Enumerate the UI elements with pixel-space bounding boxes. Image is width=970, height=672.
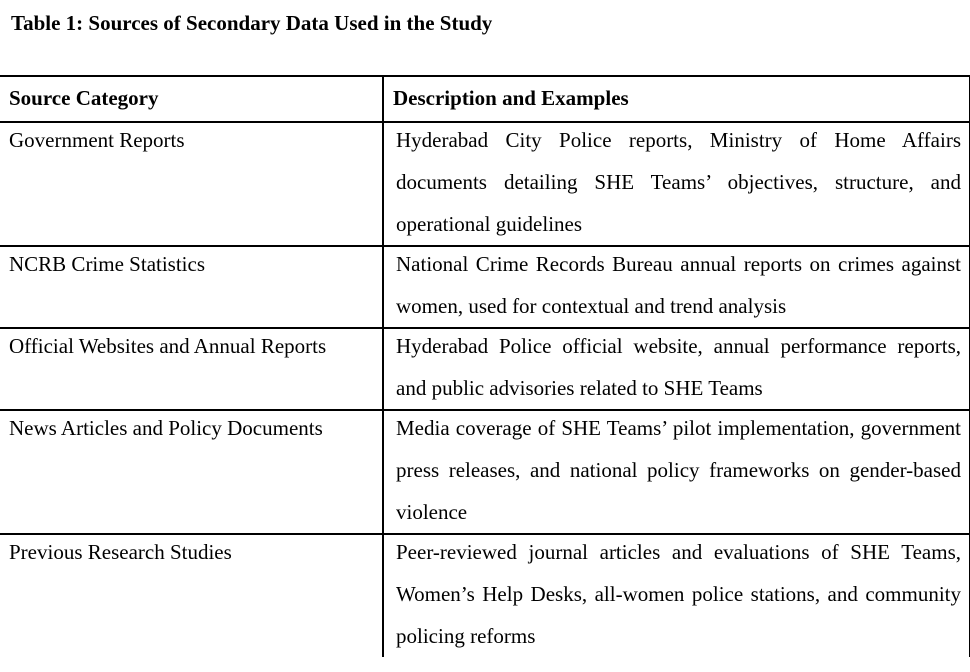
cell-category: News Articles and Policy Documents: [0, 410, 383, 534]
cell-description: National Crime Records Bureau annual reports on crimes against women, used for contextual and trend analysis: [383, 246, 970, 328]
table-row: [0, 328, 970, 410]
table-header-row: [0, 76, 970, 122]
table-row: [0, 410, 970, 534]
table-row: [0, 122, 970, 246]
header-source-category: Source Category: [0, 76, 383, 122]
table-row: [0, 246, 970, 328]
cell-description: Hyderabad Police official website, annual performance reports, and public advisories related to SHE Teams: [383, 328, 970, 410]
cell-description: Media coverage of SHE Teams’ pilot implementation, government press releases, and national policy frameworks on gender-based violence: [383, 410, 970, 534]
cell-category: Official Websites and Annual Reports: [0, 328, 383, 410]
sources-table: [0, 75, 970, 657]
cell-category: Previous Research Studies: [0, 534, 383, 657]
header-description: Description and Examples: [383, 76, 970, 122]
cell-description: Hyderabad City Police reports, Ministry of Home Affairs documents detailing SHE Teams’ objectives, structure, and operational guidelines: [383, 122, 970, 246]
table-caption: Table 1: Sources of Secondary Data Used in the Study: [11, 11, 493, 35]
cell-category: NCRB Crime Statistics: [0, 246, 383, 328]
cell-description: Peer-reviewed journal articles and evaluations of SHE Teams, Women’s Help Desks, all-women police stations, and community policing reforms: [383, 534, 970, 657]
table-row: [0, 534, 970, 657]
cell-category: Government Reports: [0, 122, 383, 246]
